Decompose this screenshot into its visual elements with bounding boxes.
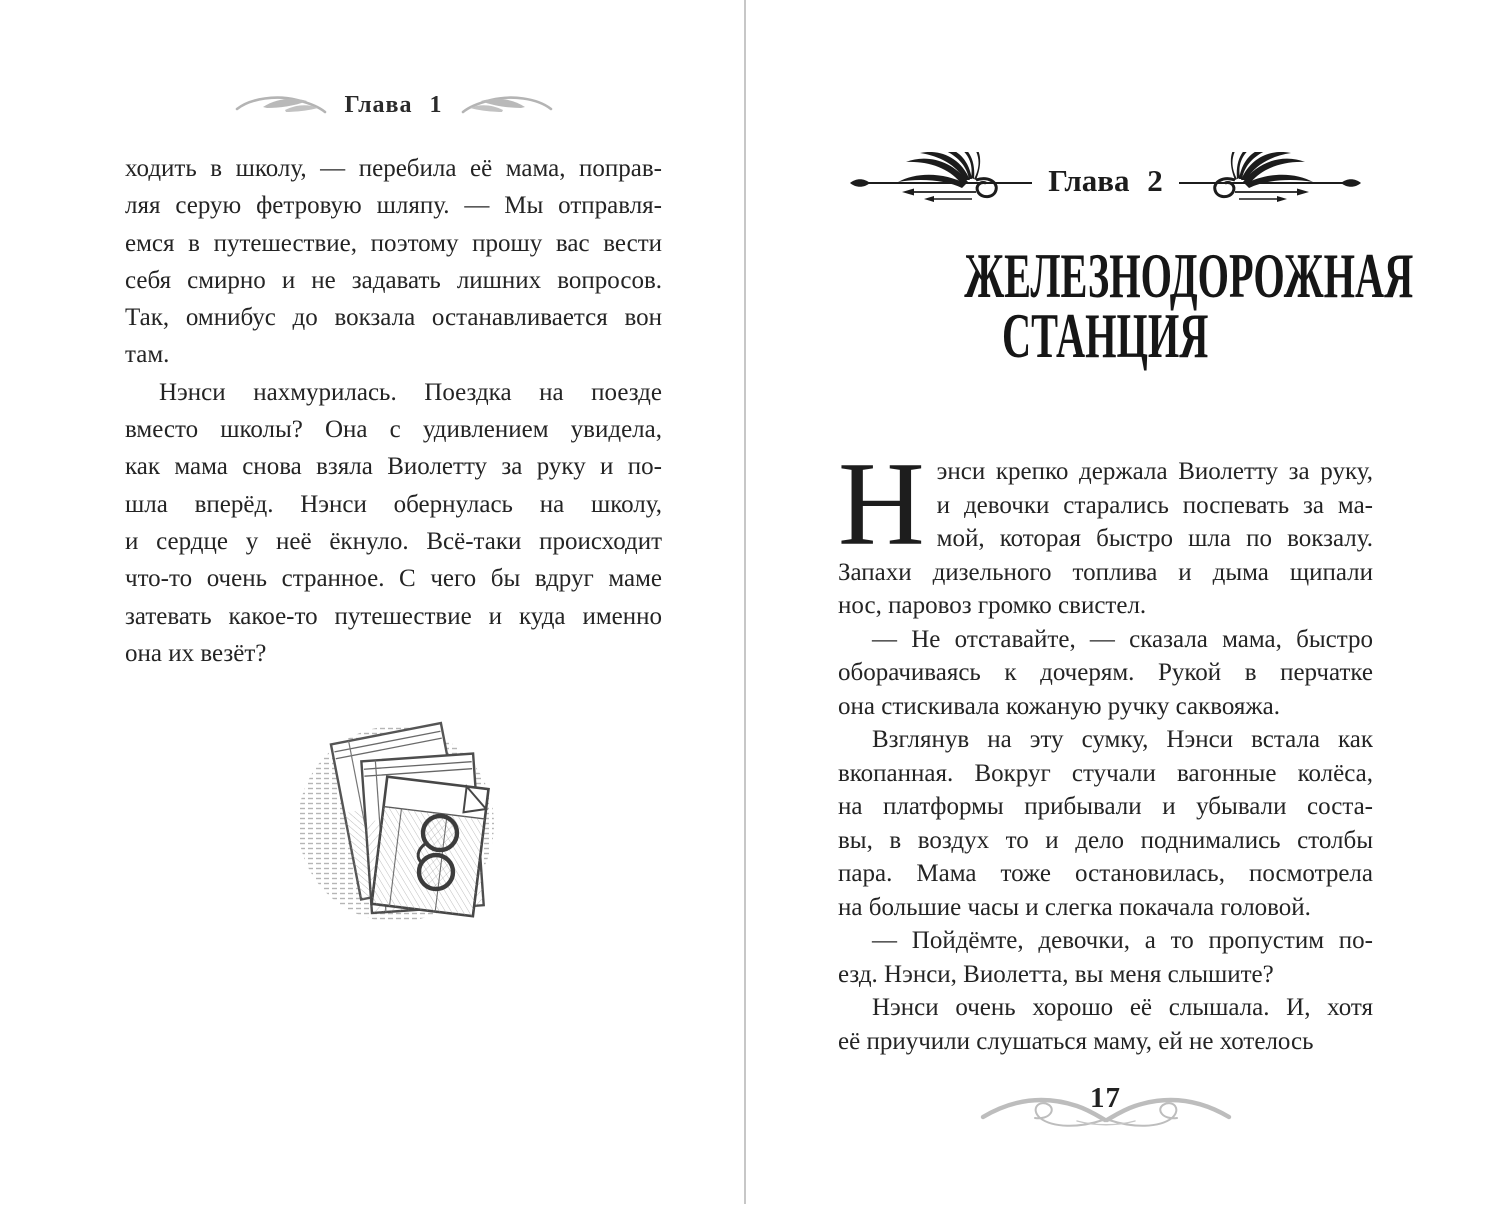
text-line: на большие часы и слегка покачала головой. <box>838 893 1311 921</box>
chapter-heading-label: Глава 2 <box>1048 163 1163 198</box>
text-line: там. <box>125 341 170 369</box>
page-number: 17 <box>1090 1082 1121 1114</box>
text-line: что-то очень странное. С чего бы вдруг маме <box>125 565 662 593</box>
paragraph <box>838 723 1373 924</box>
text-line: вместо школы? Она с удивлением увидела, <box>125 416 662 444</box>
text-line: затевать какое-то путешествие и куда именно <box>125 602 662 630</box>
chapter-title-line1: ЖЕЛЕЗНОДОРОЖНАЯ <box>964 241 1414 311</box>
text-line: — Не отставайте, — сказала мама, быстро <box>872 625 1373 653</box>
text-line: вкопанная. Вокруг стучали вагонные колёса, <box>838 759 1373 787</box>
paragraph <box>125 374 662 672</box>
chapter-title-line2: СТАНЦИЯ <box>1002 301 1209 371</box>
text-line: энси крепко держала Виолетту за руку, <box>936 458 1373 485</box>
text-line: она стискивала кожаную ручку саквояжа. <box>838 692 1280 720</box>
text-line: её приучили слушаться маму, ей не хотелось <box>838 1027 1314 1055</box>
text-line: и сердце у неё ёкнуло. Всё-таки происходит <box>125 527 662 555</box>
page-footer <box>838 1082 1373 1132</box>
paragraph <box>125 150 662 374</box>
chapter-heading <box>838 150 1373 212</box>
left-page-body <box>125 150 662 672</box>
text-line: Нэнси нахмурилась. Поездка на поезде <box>159 378 662 406</box>
leaf-flourish-right-icon <box>461 93 553 117</box>
text-line: ляя серую фетровую шляпу. — Мы отправля- <box>125 192 662 220</box>
text-line: себя смирно и не задавать лишних вопросов. <box>125 266 662 294</box>
text-line: пара. Мама тоже остановилась, посмотрела <box>838 860 1373 887</box>
text-line: Так, омнибус до вокзала останавливается вон <box>125 304 662 332</box>
text-line: как мама снова взяла Виолетту за руку и по- <box>125 453 662 481</box>
text-line: ходить в школу, — перебила её мама, поправ- <box>125 155 662 182</box>
plume-flourish-left-icon <box>848 152 1036 210</box>
paragraph <box>838 991 1373 1058</box>
text-line: Взглянув на эту сумку, Нэнси встала как <box>872 726 1373 753</box>
paragraph <box>838 924 1373 991</box>
paragraph <box>838 623 1373 724</box>
text-line: емся в путешествие, поэтому прошу вас вести <box>125 229 662 257</box>
drop-cap: Н <box>838 437 925 570</box>
text-line: шла вперёд. Нэнси обернулась на школу, <box>125 490 662 518</box>
text-line: Нэнси очень хорошо её слышала. И, хотя <box>872 994 1373 1021</box>
chapter-title <box>838 241 1414 371</box>
text-line: езд. Нэнси, Виолетта, вы меня слышите? <box>838 960 1274 988</box>
text-line: оборачиваясь к дочерям. Рукой в перчатке <box>838 659 1373 686</box>
text-line: она их везёт? <box>125 639 267 667</box>
page-gutter-divider <box>744 0 746 1204</box>
text-line: — Пойдёмте, девочки, а то пропустим по- <box>872 927 1373 954</box>
text-line: вы, в воздух то и дело поднимались столбы <box>838 826 1373 854</box>
text-line: и девочки старались поспевать за ма- <box>936 491 1373 519</box>
books-and-glasses-illustration <box>292 706 508 928</box>
paragraph <box>838 437 1373 623</box>
text-line: на платформы прибывали и убывали соста- <box>838 793 1373 820</box>
text-line: нос, паровоз громко свистел. <box>838 592 1147 619</box>
text-line: Запахи дизельного топлива и дыма щипали <box>838 558 1373 586</box>
running-head <box>125 88 662 122</box>
leaf-flourish-left-icon <box>235 93 327 117</box>
right-page-body <box>838 437 1373 1058</box>
text-line: мой, которая быстро шла по вокзалу. <box>936 525 1373 552</box>
running-head-label: Глава 1 <box>344 91 443 118</box>
plume-flourish-right-icon <box>1175 152 1363 210</box>
